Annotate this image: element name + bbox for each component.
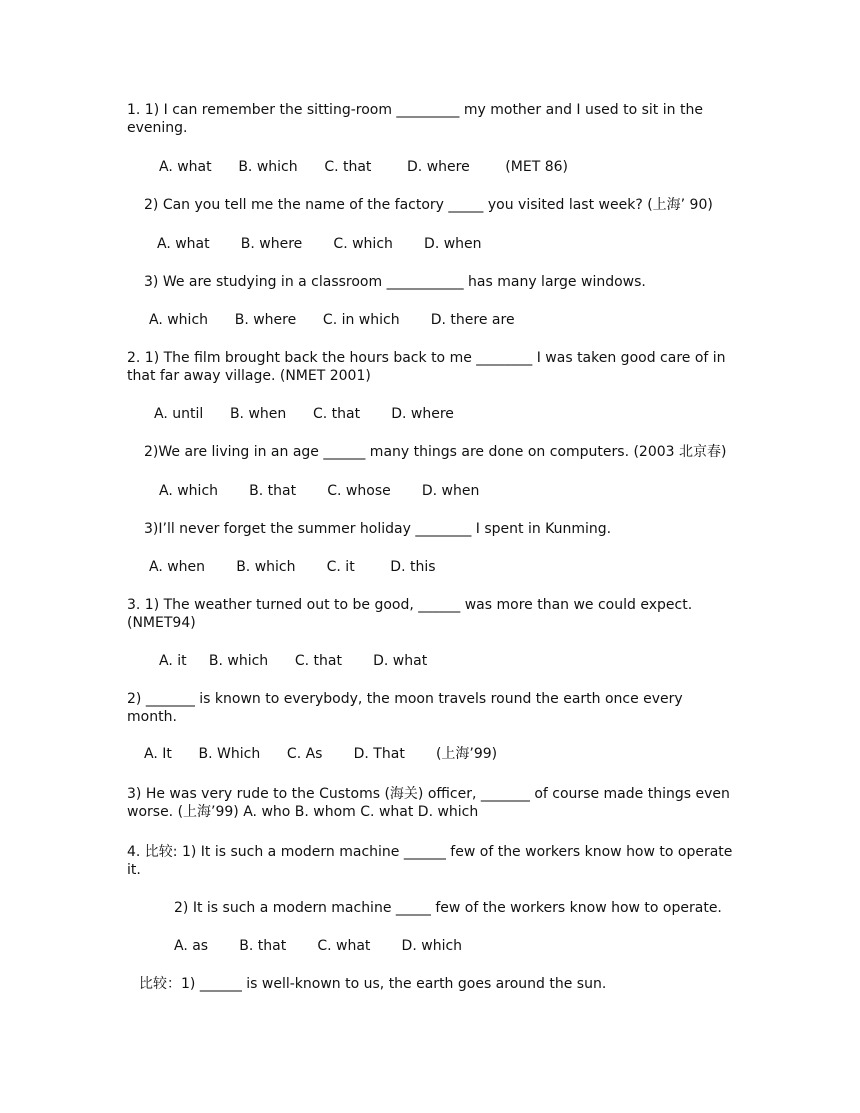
- question-3-2-options: A. It B. Which C. As D. That (上海’99): [144, 746, 498, 762]
- question-4-3: 比较：1) ______ is well-known to us, the earth goes around the sun.: [139, 976, 607, 992]
- question-3-1: 3. 1) The weather turned out to be good, ______ was more than we could expect. (NMET94): [127, 597, 693, 631]
- question-4-options: A. as B. that C. what D. which: [174, 938, 463, 954]
- question-1-1-options: A. what B. which C. that D. where (MET 86): [159, 159, 568, 175]
- question-3-2: 2) _______ is known to everybody, the moon travels round the earth once every month.: [127, 691, 683, 725]
- question-2-1-options: A. until B. when C. that D. where: [154, 406, 454, 422]
- question-1-3-options: A. which B. where C. in which D. there are: [149, 312, 515, 328]
- question-4-1: 4. 比较: 1) It is such a modern machine ______ few of the workers know how to operate it.: [127, 844, 733, 878]
- question-2-2-options: A. which B. that C. whose D. when: [159, 483, 480, 499]
- question-1-2-options: A. what B. where C. which D. when: [157, 236, 482, 252]
- question-2-1: 2. 1) The film brought back the hours back to me ________ I was taken good care of in that far away village. (NMET 2001): [127, 350, 726, 384]
- question-4-2: 2) It is such a modern machine _____ few of the workers know how to operate.: [174, 900, 722, 916]
- question-3-3: 3) He was very rude to the Customs (海关) officer, _______ of course made things even worse. (上海’99) A. who B. whom C. what D. which: [127, 786, 730, 820]
- question-2-2: 2)We are living in an age ______ many things are done on computers. (2003 北京春): [144, 444, 727, 460]
- question-2-3-options: A. when B. which C. it D. this: [149, 559, 436, 575]
- question-1-1: 1. 1) I can remember the sitting-room _________ my mother and I used to sit in the evening.: [127, 102, 703, 136]
- question-3-1-options: A. it B. which C. that D. what: [159, 653, 428, 669]
- question-1-3: 3) We are studying in a classroom ___________ has many large windows.: [144, 274, 646, 290]
- question-1-2: 2) Can you tell me the name of the factory _____ you visited last week? (上海’ 90): [144, 197, 713, 213]
- question-2-3: 3)I’ll never forget the summer holiday ________ I spent in Kunming.: [144, 521, 612, 537]
